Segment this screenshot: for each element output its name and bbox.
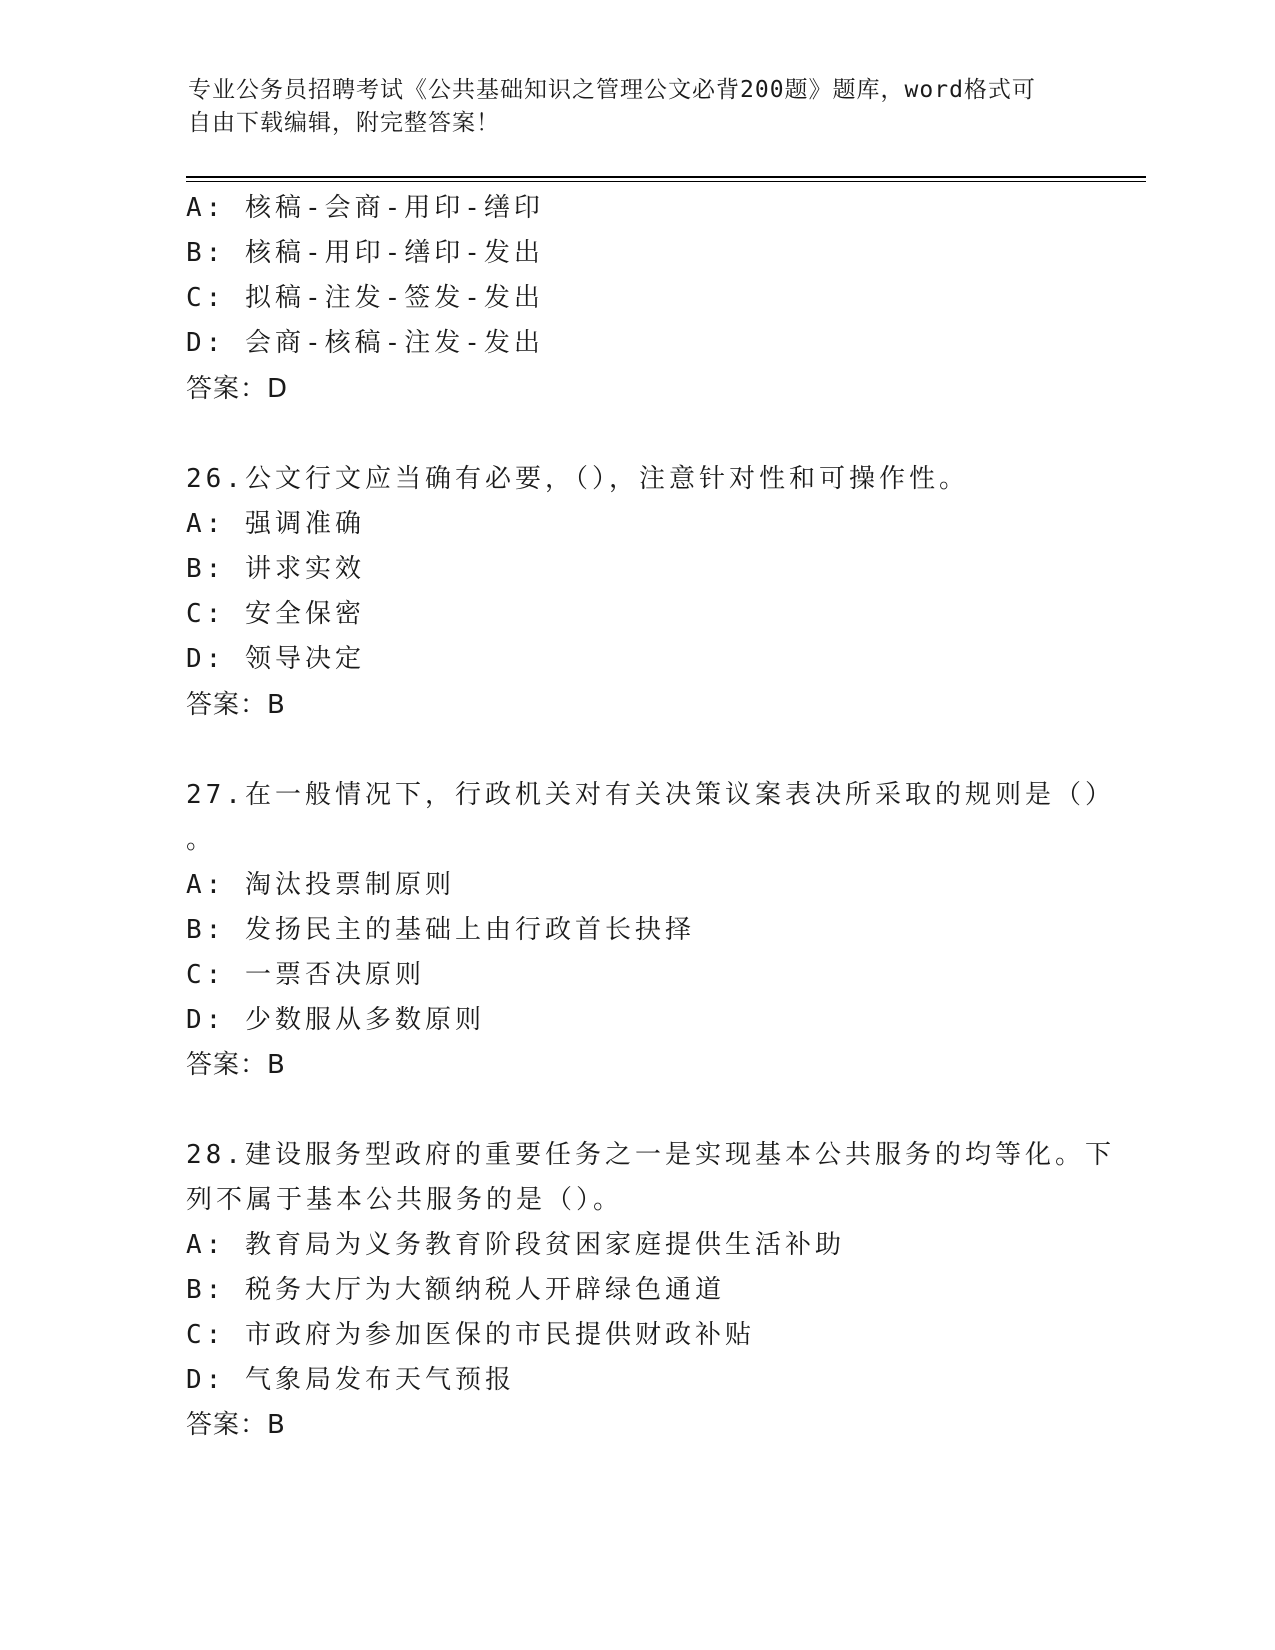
q26-option-b: B: 讲求实效 xyxy=(186,554,365,584)
q25-option-d: D: 会商-核稿-注发-发出 xyxy=(186,328,544,358)
q26-option-d: D: 领导决定 xyxy=(186,644,365,674)
q27-option-a: A: 淘汰投票制原则 xyxy=(186,870,455,900)
q25-option-c: C: 拟稿-注发-签发-发出 xyxy=(186,283,544,313)
q27-stem-line-2: 。 xyxy=(186,825,217,855)
q28-option-c: C: 市政府为参加医保的市民提供财政补贴 xyxy=(186,1320,755,1350)
q27-option-c: C: 一票否决原则 xyxy=(186,960,425,990)
q28-option-b: B: 税务大厅为大额纳税人开辟绿色通道 xyxy=(186,1275,725,1305)
q28-stem-line-1: 28.建设服务型政府的重要任务之一是实现基本公共服务的均等化。下 xyxy=(186,1140,1115,1170)
q26-option-c: C: 安全保密 xyxy=(186,599,365,629)
q26-option-a: A: 强调准确 xyxy=(186,509,365,539)
q25-option-a: A: 核稿-会商-用印-缮印 xyxy=(186,193,544,223)
document-header xyxy=(188,74,1068,140)
q27-option-d: D: 少数服从多数原则 xyxy=(186,1005,485,1035)
header-line-2: 自由下载编辑，附完整答案！ xyxy=(188,110,500,136)
q26-answer: 答案：B xyxy=(186,690,286,720)
header-divider-thick xyxy=(186,176,1146,178)
q28-stem-line-2: 列不属于基本公共服务的是（）。 xyxy=(186,1185,624,1215)
header-divider-thin xyxy=(186,181,1146,182)
q27-option-b: B: 发扬民主的基础上由行政首长抉择 xyxy=(186,915,695,945)
q25-option-b: B: 核稿-用印-缮印-发出 xyxy=(186,238,544,268)
q28-option-a: A: 教育局为义务教育阶段贫困家庭提供生活补助 xyxy=(186,1230,845,1260)
q26-stem: 26.公文行文应当确有必要，（），注意针对性和可操作性。 xyxy=(186,464,969,494)
q28-option-d: D: 气象局发布天气预报 xyxy=(186,1365,515,1395)
q27-answer: 答案：B xyxy=(186,1050,286,1080)
q28-answer: 答案：B xyxy=(186,1410,286,1440)
header-line-1: 专业公务员招聘考试《公共基础知识之管理公文必背200题》题库，word格式可 xyxy=(188,77,1036,103)
q25-answer: 答案：D xyxy=(186,374,289,404)
q27-stem-line-1: 27.在一般情况下，行政机关对有关决策议案表决所采取的规则是（） xyxy=(186,780,1115,810)
